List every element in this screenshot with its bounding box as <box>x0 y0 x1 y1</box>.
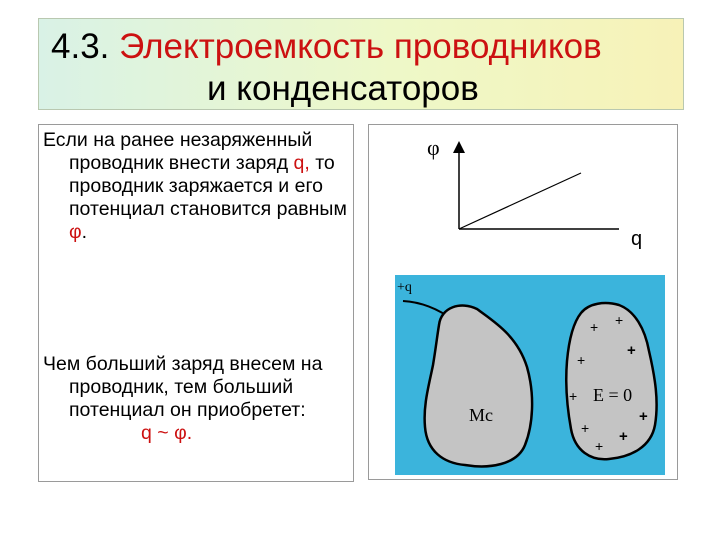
p1-charge-symbol: q, <box>293 152 310 174</box>
plus-sign: + <box>590 319 599 335</box>
title-line-1 <box>51 27 602 67</box>
p1-end: . <box>81 221 88 243</box>
p2-text: Чем больший заряд внесем на проводник, тем больший потенциал он приобретет: <box>43 353 323 421</box>
paragraph-2 <box>43 353 349 445</box>
phi-q-line <box>459 173 581 229</box>
plus-sign: + <box>639 408 648 425</box>
metal-label: Мс <box>469 405 493 425</box>
plus-sign: + <box>627 342 636 359</box>
p1-text-a: Если на ранее незаряженный проводник внести заряд <box>43 129 313 174</box>
proportionality-formula <box>69 422 349 445</box>
formula-phi: φ <box>174 422 187 444</box>
slide-title-banner <box>38 18 684 110</box>
field-zero-label: E = 0 <box>593 385 633 405</box>
plus-sign: + <box>581 420 590 436</box>
paragraph-1 <box>43 129 349 244</box>
plus-sign: + <box>569 388 578 404</box>
plus-sign: + <box>577 352 586 368</box>
p1-text-b: то проводник заряжается и его потенциал становится равным <box>69 152 347 220</box>
charge-label: +q <box>397 280 412 295</box>
formula-end: . <box>186 422 193 444</box>
y-axis-label: φ <box>427 135 440 160</box>
explanation-text-box <box>38 124 354 482</box>
plus-sign: + <box>615 312 624 328</box>
plus-sign: + <box>619 428 628 445</box>
graph-and-diagram-box <box>368 124 678 480</box>
formula-q: q <box>141 422 152 444</box>
p1-potential-symbol: φ <box>69 221 82 243</box>
illustration-svg <box>369 125 679 481</box>
title-main: Электроемкость проводников <box>119 27 602 66</box>
section-number: 4.3. <box>51 27 110 66</box>
formula-sim: ~ <box>151 422 175 444</box>
title-line-2: и конденсаторов <box>207 69 479 108</box>
x-axis-label: q <box>631 228 643 250</box>
plus-sign: + <box>595 438 604 454</box>
